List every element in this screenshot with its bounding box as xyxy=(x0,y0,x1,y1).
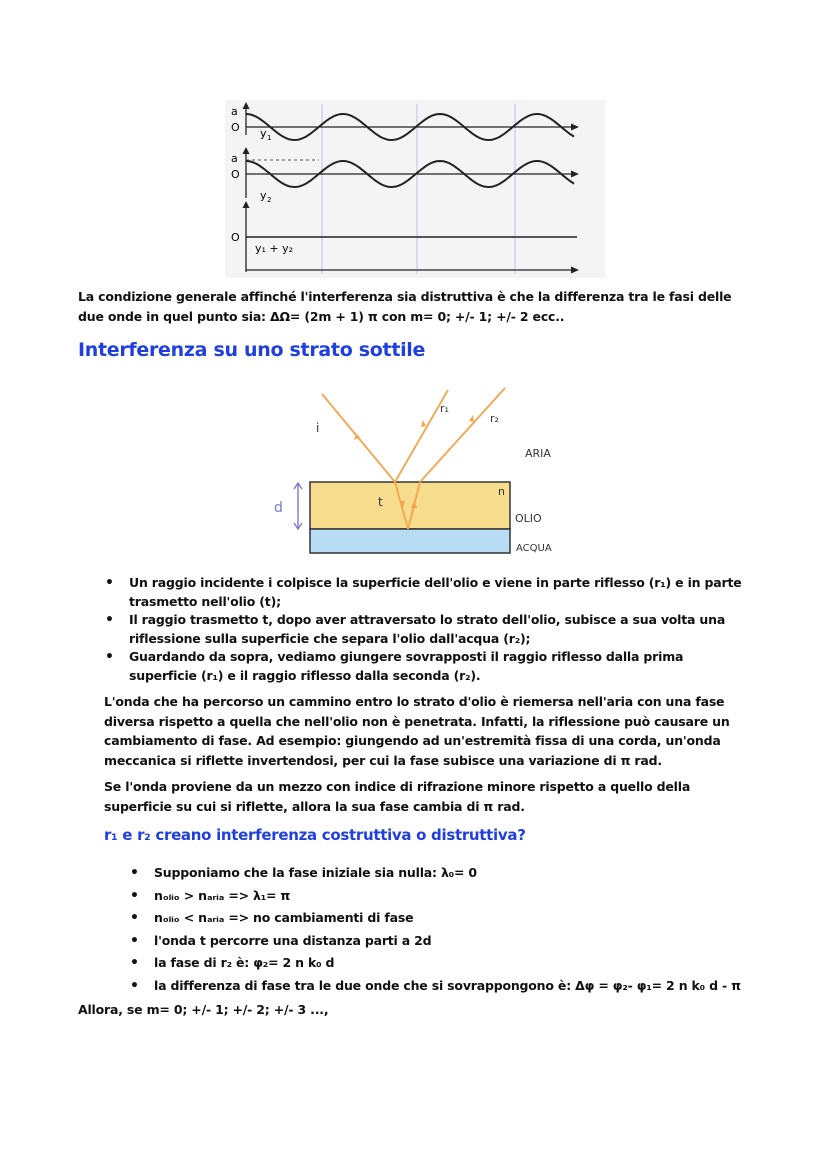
list-item: • l'onda t percorre una distanza parti a 2d xyxy=(154,930,754,953)
label-y1-sub: 1 xyxy=(267,134,272,142)
label-a2: a xyxy=(231,152,238,165)
interference-question: r₁ e r₂ creano interferenza costruttiva o distruttiva? xyxy=(104,826,526,844)
refraction-paragraph: Se l'onda proviene da un mezzo con indice di rifrazione minore rispetto a quello della superficie su cui si riflette, allora la sua fase cambia di π rad. xyxy=(104,779,691,814)
label-r2: r₂ xyxy=(490,412,499,425)
label-y2-sub: 2 xyxy=(267,196,272,204)
wave-interference-figure xyxy=(225,100,605,278)
phase-paragraph: L'onda che ha percorso un cammino entro lo strato d'olio è riemersa nell'aria con una fase diversa rispetto a quella che nell'olio non è penetrata. Infatti, la riflessione può causare un cambiamento di fase. Ad esempio: giungendo ad un'estremità fissa di una corda, un'onda meccanica si riflette invertendosi, per cui la fase subisce una variazione di π rad. xyxy=(104,694,730,768)
label-air: ARIA xyxy=(525,447,551,460)
section-title: Interferenza su uno strato sottile xyxy=(78,339,426,361)
label-r1: r₁ xyxy=(440,402,449,415)
water-layer xyxy=(310,529,510,553)
label-y1: y xyxy=(260,127,267,140)
label-water: ACQUA xyxy=(516,543,552,554)
list-item: • Il raggio trasmetto t, dopo aver attraversato lo strato dell'olio, subisce a sua volta una riflessione sulla superficie che separa l'olio dall'acqua (r₂); xyxy=(129,611,749,648)
label-y2: y xyxy=(260,189,267,202)
list-item: • Supponiamo che la fase iniziale sia nulla: λ₀= 0 xyxy=(154,862,754,885)
ray-description-list xyxy=(129,574,749,685)
list-item: • Un raggio incidente i colpisce la superficie dell'olio e viene in parte riflesso (r₁) e in parte trasmetto nell'olio (t); xyxy=(129,574,749,611)
label-i: i xyxy=(316,421,320,435)
label-o3: O xyxy=(231,231,240,244)
list-item: • la fase di r₂ è: φ₂= 2 n k₀ d xyxy=(154,952,754,975)
list-item: • nₒₗᵢₒ > nₐᵣᵢₐ => λ₁= π xyxy=(154,885,754,908)
label-t: t xyxy=(378,495,383,509)
incident-ray xyxy=(322,394,395,482)
label-o2: O xyxy=(231,168,240,181)
list-item: • nₒₗᵢₒ < nₐᵣᵢₐ => no cambiamenti di fase xyxy=(154,907,754,930)
label-o1: O xyxy=(231,121,240,134)
reflected-ray-r2 xyxy=(420,388,505,482)
phase-steps-list xyxy=(154,862,754,997)
label-y1y2: y₁ + y₂ xyxy=(255,242,294,255)
closing-text: Allora, se m= 0; +/- 1; +/- 2; +/- 3 ..., xyxy=(78,1002,329,1017)
list-item: • Guardando da sopra, vediamo giungere sovrapposti il raggio riflesso dalla prima superficie (r₁) e il raggio riflesso dalla seconda (r₂). xyxy=(129,648,749,685)
thin-film-figure xyxy=(260,380,580,560)
label-a1: a xyxy=(231,105,238,118)
label-oil: OLIO xyxy=(515,512,542,525)
intro-text: La condizione generale affinché l'interferenza sia distruttiva è che la differenza tra le fasi delle due onde in quel punto sia: ΔΩ= (2m + 1) π con m= 0; +/- 1; +/- 2 ecc.. xyxy=(78,289,732,324)
label-d: d xyxy=(274,500,283,516)
list-item: • la differenza di fase tra le due onde che si sovrappongono è: Δφ = φ₂- φ₁= 2 n k₀ d - π xyxy=(154,975,754,998)
label-n: n xyxy=(498,485,505,498)
